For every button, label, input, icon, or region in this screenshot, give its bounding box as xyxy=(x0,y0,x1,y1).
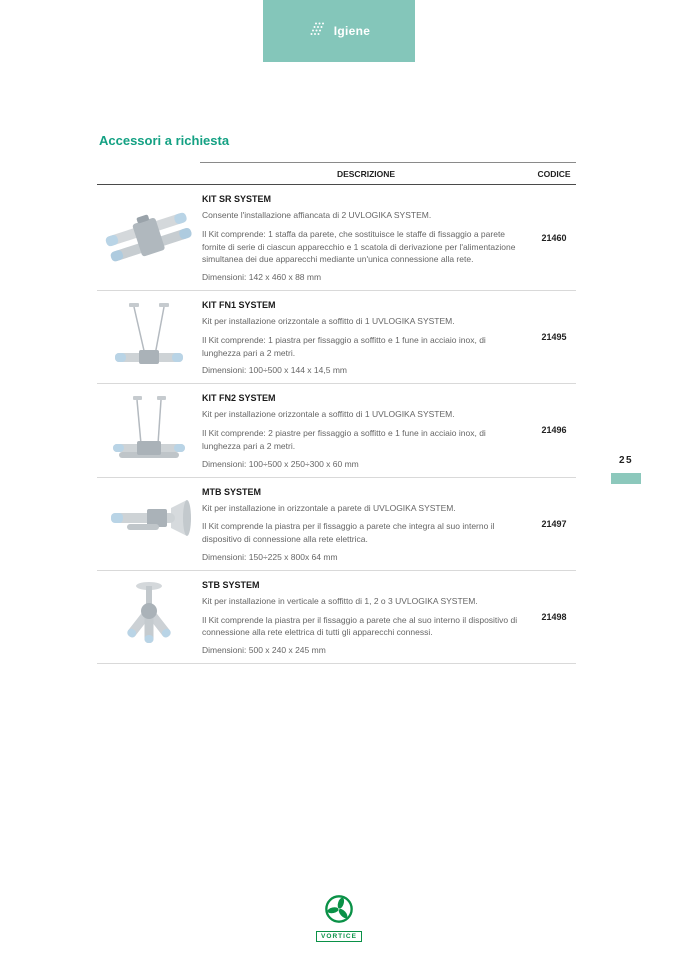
product-intro: Kit per installazione orizzontale a soffitto di 1 UVLOGIKA SYSTEM. xyxy=(202,409,455,420)
product-image-kit-fn2-system xyxy=(97,384,200,476)
product-description-cell xyxy=(200,478,532,570)
table-row xyxy=(97,384,576,477)
table-row xyxy=(97,571,576,664)
product-name: KIT FN1 SYSTEM xyxy=(202,300,276,310)
dots-grid-icon xyxy=(308,21,326,42)
product-dimensions: Dimensioni: 100÷500 x 144 x 14,5 mm xyxy=(202,365,347,376)
product-code: 21460 xyxy=(541,232,567,243)
product-code: 21498 xyxy=(541,611,567,622)
vortice-logo-icon xyxy=(324,894,354,929)
page-tab-marker xyxy=(611,473,641,484)
product-intro: Kit per installazione in verticale a soffitto di 1, 2 o 3 UVLOGIKA SYSTEM. xyxy=(202,595,478,606)
product-body: Il Kit comprende la piastra per il fissaggio a parete che integra al suo interno il dispositivo di connessione alla rete elettrica. xyxy=(202,521,495,544)
table-row xyxy=(97,291,576,384)
product-intro: Kit per installazione orizzontale a soffitto di 1 UVLOGIKA SYSTEM. xyxy=(202,316,455,326)
table-row xyxy=(97,478,576,571)
product-image-stb-system xyxy=(97,571,200,663)
product-image-kit-sr-system xyxy=(97,185,200,290)
products-table xyxy=(97,162,576,664)
banner-label: Igiene xyxy=(333,24,371,38)
product-body: Il Kit comprende: 1 staffa da parete, che sostituisce le staffe di fissaggio a parete fornite di serie di ciascun apparecchio e 1 scatola di derivazione per l'alimentazione simultanea dei due apparecchi mediante un'unica connessione alla rete. xyxy=(202,228,516,265)
product-description-cell xyxy=(200,571,532,663)
brand-name: VORTICE xyxy=(316,931,362,942)
product-body: Il Kit comprende: 2 piastre per fissaggio a soffitto e 1 fune in acciaio inox, di lunghezza pari a 2 metri. xyxy=(202,428,486,451)
column-header-codice: CODICE xyxy=(532,162,576,184)
table-row xyxy=(97,185,576,291)
product-body: Il Kit comprende: 1 piastra per fissaggio a soffitto e 1 fune in acciaio inox, di lunghezza pari a 2 metri. xyxy=(202,334,486,358)
product-image-mtb-system xyxy=(97,478,200,570)
product-intro: Consente l'installazione affiancata di 2 UVLOGIKA SYSTEM. xyxy=(202,210,432,220)
product-description-cell xyxy=(200,291,532,383)
footer xyxy=(0,894,678,942)
product-intro: Kit per installazione in orizzontale a parete di UVLOGIKA SYSTEM. xyxy=(202,502,456,513)
product-description-cell xyxy=(200,384,532,476)
product-description-cell xyxy=(200,185,532,290)
product-dimensions: Dimensioni: 500 x 240 x 245 mm xyxy=(202,645,326,655)
column-header-image xyxy=(97,162,200,184)
table-header xyxy=(97,162,576,185)
product-name: KIT FN2 SYSTEM xyxy=(202,393,276,404)
product-dimensions: Dimensioni: 100÷500 x 250÷300 x 60 mm xyxy=(202,458,359,469)
product-code: 21496 xyxy=(541,425,567,436)
product-name: STB SYSTEM xyxy=(202,579,260,590)
product-code: 21497 xyxy=(541,518,567,529)
product-dimensions: Dimensioni: 142 x 460 x 88 mm xyxy=(202,272,322,282)
product-dimensions: Dimensioni: 150÷225 x 800x 64 mm xyxy=(202,551,338,562)
product-body: Il Kit comprende la piastra per il fissaggio a parete che al suo interno il dispositivo di connessione alla rete elettrica di tutti gli apparecchi connessi. xyxy=(202,614,518,638)
product-name: KIT SR SYSTEM xyxy=(202,194,272,204)
product-code: 21495 xyxy=(541,332,567,343)
column-header-descrizione: DESCRIZIONE xyxy=(200,162,532,184)
category-banner xyxy=(263,0,415,62)
section-title: Accessori a richiesta xyxy=(99,133,230,148)
product-name: MTB SYSTEM xyxy=(202,486,262,497)
product-image-kit-fn1-system xyxy=(97,291,200,383)
page-number: 25 xyxy=(619,455,634,466)
